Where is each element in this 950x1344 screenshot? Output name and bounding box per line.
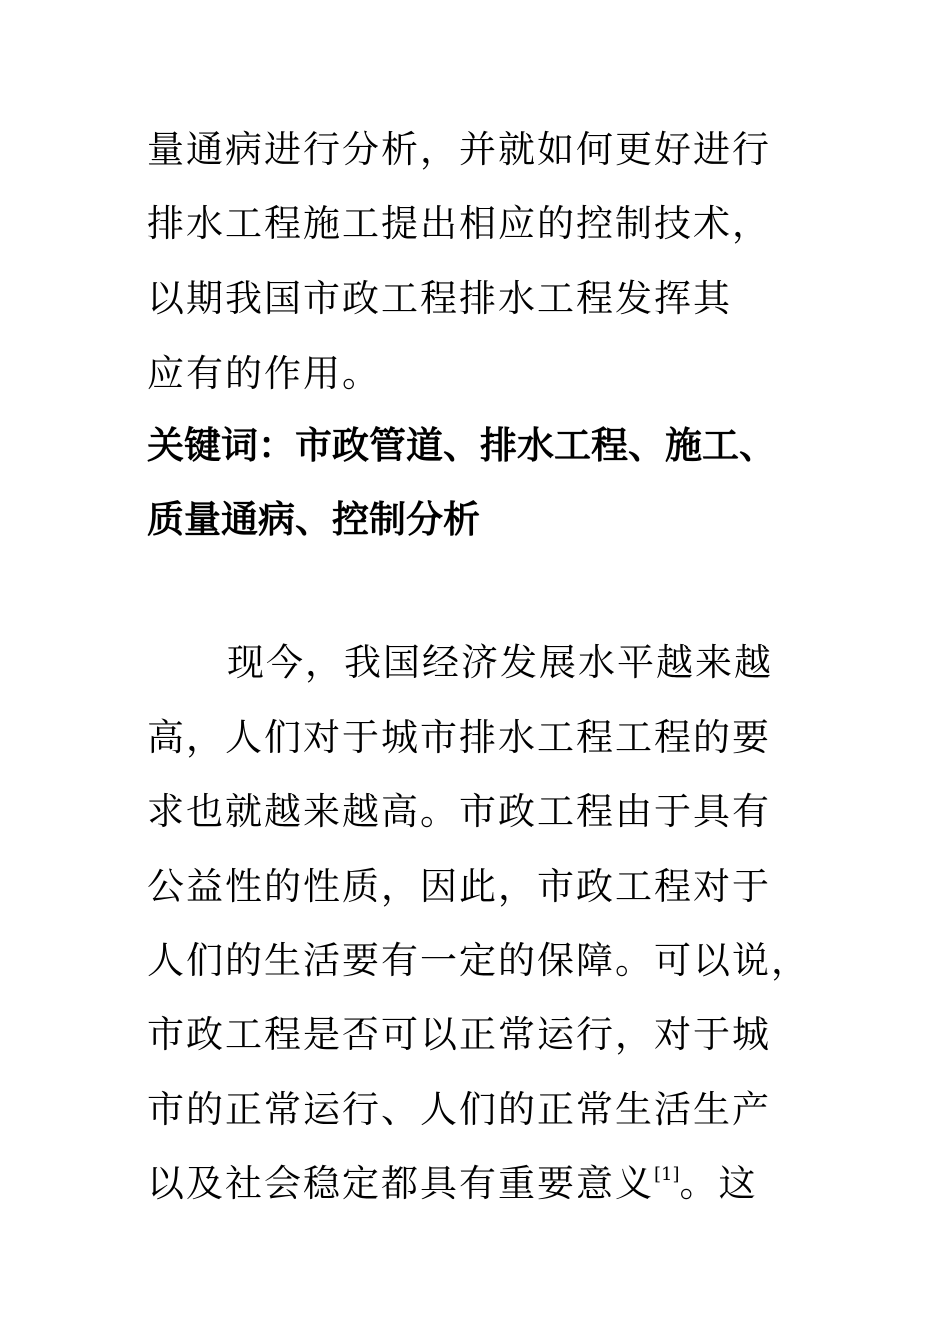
- keywords-line-1: 关键词：市政管道、排水工程、施工、: [147, 423, 776, 467]
- body-line-8-tail: 。这: [679, 1162, 758, 1205]
- body-line-1: 现今，我国经济发展水平越来越: [227, 641, 773, 684]
- abstract-line-4: 应有的作用。: [147, 352, 381, 395]
- body-line-4: 公益性的性质，因此，市政工程对于: [147, 865, 771, 908]
- body-line-6: 市政工程是否可以正常运行，对于城: [147, 1013, 771, 1056]
- body-line-8: [147, 1162, 758, 1206]
- abstract-line-3: 以期我国市政工程排水工程发挥其: [147, 277, 732, 320]
- citation-reference[interactable]: [1]: [654, 1164, 680, 1185]
- abstract-line-1: 量通病进行分析，并就如何更好进行: [147, 128, 771, 171]
- body-line-5: 人们的生活要有一定的保障。可以说，: [147, 939, 810, 982]
- keywords-line-2: 质量通病、控制分析: [147, 497, 480, 541]
- abstract-line-2: 排水工程施工提出相应的控制技术，: [147, 202, 771, 245]
- body-line-2: 高，人们对于城市排水工程工程的要: [147, 716, 771, 759]
- body-line-8-text: 以及社会稳定都具有重要意义: [147, 1162, 654, 1205]
- body-line-7: 市的正常运行、人们的正常生活生产: [147, 1088, 771, 1131]
- body-line-3: 求也就越来越高。市政工程由于具有: [147, 790, 771, 833]
